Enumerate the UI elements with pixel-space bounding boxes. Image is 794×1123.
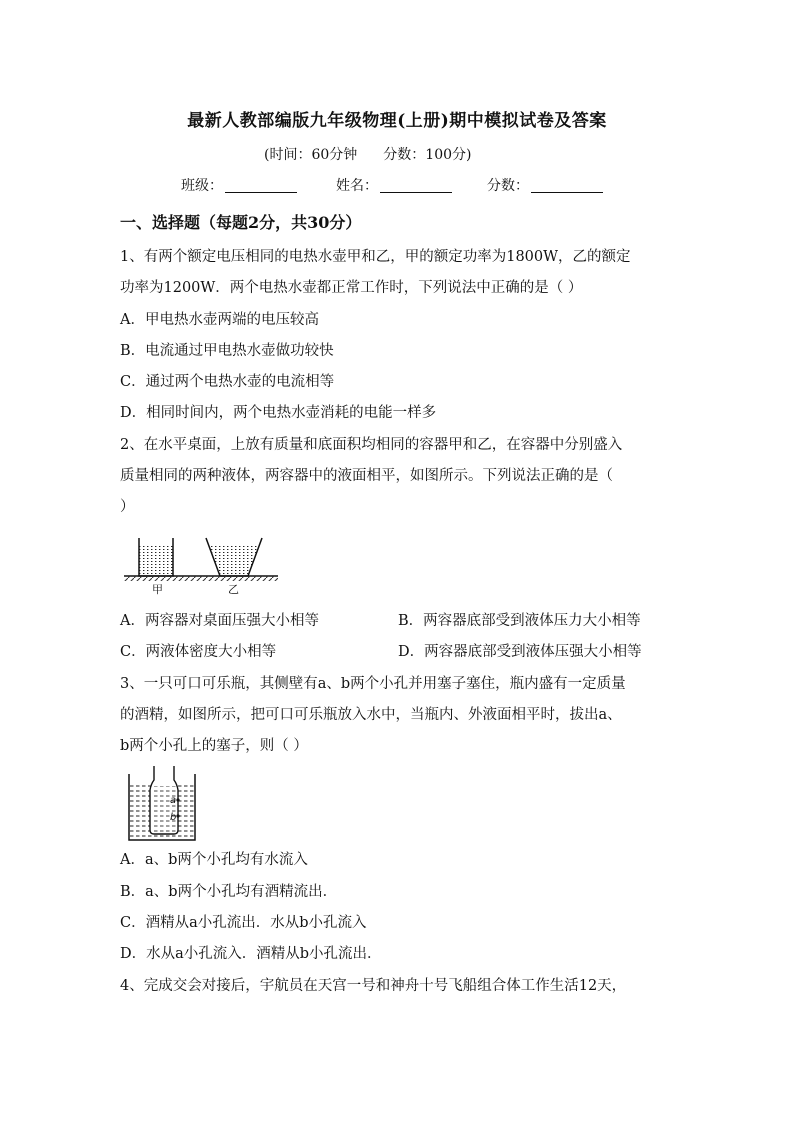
exam-time: (时间：60分钟 bbox=[264, 147, 358, 163]
hole-a bbox=[176, 798, 179, 801]
q1-option-c: C．通过两个电热水壶的电流相等 bbox=[120, 374, 335, 390]
label-a: a bbox=[170, 795, 177, 806]
q3-stem-line2: 的酒精，如图所示，把可口可乐瓶放入水中，当瓶内、外液面相平时，拔出a、 bbox=[120, 707, 622, 723]
q2-containers-figure bbox=[122, 530, 280, 596]
q1-stem-line1: 1、有两个额定电压相同的电热水壶甲和乙，甲的额定功率为1800W，乙的额定 bbox=[120, 249, 631, 265]
q3-stem-line3: b两个小孔上的塞子，则（ ） bbox=[120, 738, 308, 754]
page-title: 最新人教部编版九年级物理(上册)期中模拟试卷及答案 bbox=[187, 111, 607, 131]
q3-option-d: D．水从a小孔流入．酒精从b小孔流出． bbox=[120, 946, 382, 962]
exam-meta bbox=[264, 144, 471, 164]
q2-option-d: D．两容器底部受到液体压强大小相等 bbox=[398, 644, 642, 660]
q1-option-b: B．电流通过甲电热水壶做功较快 bbox=[120, 343, 334, 359]
table-hatching bbox=[124, 576, 278, 581]
class-label: 班级： bbox=[181, 178, 223, 194]
q1-option-d: D．相同时间内，两个电热水壶消耗的电能一样多 bbox=[120, 405, 437, 421]
q2-stem-line1: 2、在水平桌面，上放有质量和底面积均相同的容器甲和乙，在容器中分别盛入 bbox=[120, 437, 623, 453]
score-blank bbox=[531, 177, 603, 193]
container-jia-liquid bbox=[139, 544, 173, 576]
label-b: b bbox=[170, 812, 177, 823]
q3-option-b: B．a、b两个小孔均有酒精流出． bbox=[120, 884, 338, 900]
q2-stem-line3: ） bbox=[120, 499, 135, 515]
q1-option-a: A．甲电热水壶两端的电压较高 bbox=[120, 312, 319, 328]
class-field bbox=[181, 175, 297, 195]
q2-option-b: B．两容器底部受到液体压力大小相等 bbox=[398, 613, 641, 629]
q2-option-c: C．两液体密度大小相等 bbox=[120, 644, 277, 660]
label-yi: 乙 bbox=[228, 583, 239, 596]
q3-option-a: A．a、b两个小孔均有水流入 bbox=[120, 852, 308, 868]
q3-option-c: C．酒精从a小孔流出．水从b小孔流入 bbox=[120, 915, 367, 931]
q3-bottle-figure bbox=[124, 764, 202, 844]
q2-option-a: A．两容器对桌面压强大小相等 bbox=[120, 613, 319, 629]
q4-stem-line1: 4、完成交会对接后，宇航员在天宫一号和神舟十号飞船组合体工作生活12天， bbox=[120, 978, 627, 994]
exam-total-score: 分数：100分) bbox=[383, 147, 472, 163]
label-jia: 甲 bbox=[152, 583, 163, 596]
class-blank bbox=[225, 177, 297, 193]
section-heading: 一、选择题（每题2分，共30分） bbox=[120, 213, 362, 232]
q2-stem-line2: 质量相同的两种液体，两容器中的液面相平，如图所示。下列说法正确的是（ bbox=[120, 468, 613, 484]
score-field bbox=[487, 175, 603, 195]
hole-b bbox=[176, 814, 179, 817]
container-yi-liquid bbox=[209, 544, 259, 576]
name-blank bbox=[380, 177, 452, 193]
q1-stem-line2: 功率为1200W．两个电热水壶都正常工作时，下列说法中正确的是（ ） bbox=[120, 280, 583, 296]
name-label: 姓名： bbox=[336, 178, 378, 194]
q3-stem-line1: 3、一只可口可乐瓶，其侧壁有a、b两个小孔并用塞子塞住，瓶内盛有一定质量 bbox=[120, 676, 626, 692]
score-label: 分数： bbox=[487, 178, 529, 194]
name-field bbox=[336, 175, 452, 195]
alcohol bbox=[152, 786, 176, 832]
